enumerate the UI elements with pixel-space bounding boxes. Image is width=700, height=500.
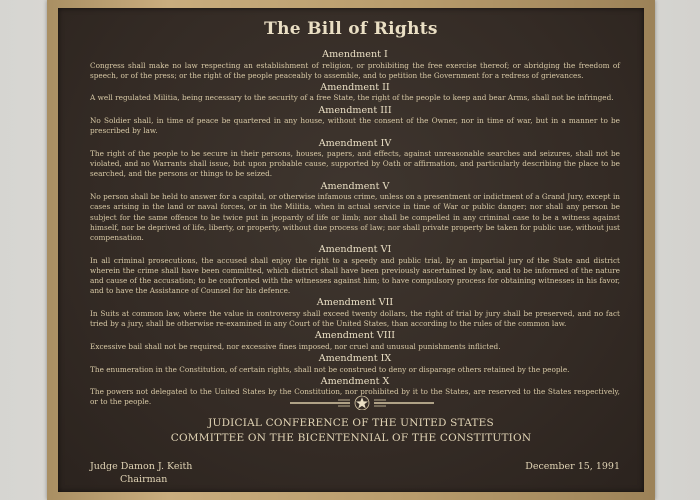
amendment-9: [90, 353, 620, 375]
plaque-date: December 15, 1991: [525, 461, 620, 472]
amendment-heading: Amendment VII: [316, 297, 394, 309]
amendment-2: [90, 82, 620, 104]
amendment-text: A well regulated Militia, being necessary to the security of a free State, the right of the people to keep and bear Arms, shall not be infringed.: [90, 93, 614, 103]
amendments-list: [90, 48, 620, 408]
signature-name: Judge Damon J. Keith: [90, 461, 193, 472]
amendment-text: Excessive bail shall not be required, nor excessive fines imposed, nor cruel and unusual punishments inflicted.: [90, 341, 501, 351]
amendment-8: [90, 330, 620, 352]
amendment-heading: Amendment V: [320, 180, 390, 192]
amendment-heading: Amendment III: [318, 104, 392, 116]
amendment-heading: Amendment IV: [318, 137, 392, 149]
organization-line-2: COMMITTEE ON THE BICENTENNIAL OF THE CONSTITUTION: [170, 432, 532, 444]
amendment-text: The powers not delegated to the United States by the Constitution, nor prohibited by it to the States, are reserved to the States respectively, or to the people.: [90, 387, 620, 407]
amendment-1: [90, 49, 620, 81]
amendment-text: In all criminal prosecutions, the accused shall enjoy the right to a speedy and public trial, by an impartial jury of the State and district wherein the crime shall have been committed, which district shall have been previously ascertained by law, and to be informed of the nature and cause of the accusation; to be confronted with the witnesses against him; to have compulsory process for obtaining witnesses in his favor, and to have the Assistance of Counsel for his defence.: [90, 255, 620, 296]
plaque: [58, 8, 644, 492]
amendment-4: [90, 138, 620, 180]
signature-role: Chairman: [120, 474, 168, 485]
amendment-heading: Amendment VIII: [314, 330, 396, 342]
amendment-7: [90, 297, 620, 329]
amendment-text: No person shall be held to answer for a capital, or otherwise infamous crime, unless on a presentment or indictment of a Grand Jury, except in cases arising in the land or naval forces, or in the Militia, when in actual service in time of War or public danger; nor shall any person be subject for the same offence to be twice put in jeopardy of life or limb; nor shall be compelled in any criminal case to be a witness against himself, nor be deprived of life, liberty, or property, without due process of law; nor shall private property be taken for public use, without just compensation.: [90, 192, 620, 242]
amendment-heading: Amendment X: [320, 375, 390, 387]
amendment-text: No Soldier shall, in time of peace be quartered in any house, without the consent of the Owner, nor in time of war, but in a manner to be prescribed by law.: [90, 116, 620, 136]
amendment-heading: Amendment II: [320, 81, 390, 93]
amendment-text: The right of the people to be secure in their persons, houses, papers, and effects, against unreasonable searches and seizures, shall not be violated, and no Warrants shall issue, but upon probable cause, supported by Oath or affirmation, and particularly describing the place to be searched, and the persons or things to be seized.: [90, 149, 620, 179]
amendment-text: The enumeration in the Constitution, of certain rights, shall not be construed to deny or disparage others retained by the people.: [90, 364, 570, 374]
amendment-text: In Suits at common law, where the value in controversy shall exceed twenty dollars, the right of trial by jury shall be preserved, and no fact tried by a jury, shall be otherwise re-examined in any Court of the United States, than according to the rules of the common law.: [90, 308, 620, 329]
amendment-3: [90, 105, 620, 137]
amendment-5: [90, 181, 620, 244]
amendment-heading: Amendment VI: [318, 244, 392, 256]
amendment-text: Congress shall make no law respecting an establishment of religion, or prohibiting the free exercise thereof; or abridging the freedom of speech, or of the press; or the right of the people peaceably to assemble, and to petition the Government for a redress of grievances.: [90, 60, 620, 80]
signature-block: [90, 460, 192, 486]
star-ornament-icon: [288, 396, 436, 410]
organization-line-1: JUDICIAL CONFERENCE OF THE UNITED STATES: [208, 417, 494, 429]
amendment-heading: Amendment I: [322, 49, 388, 60]
plaque-title: The Bill of Rights: [264, 19, 438, 39]
amendment-6: [90, 244, 620, 296]
amendment-heading: Amendment IX: [318, 353, 392, 365]
